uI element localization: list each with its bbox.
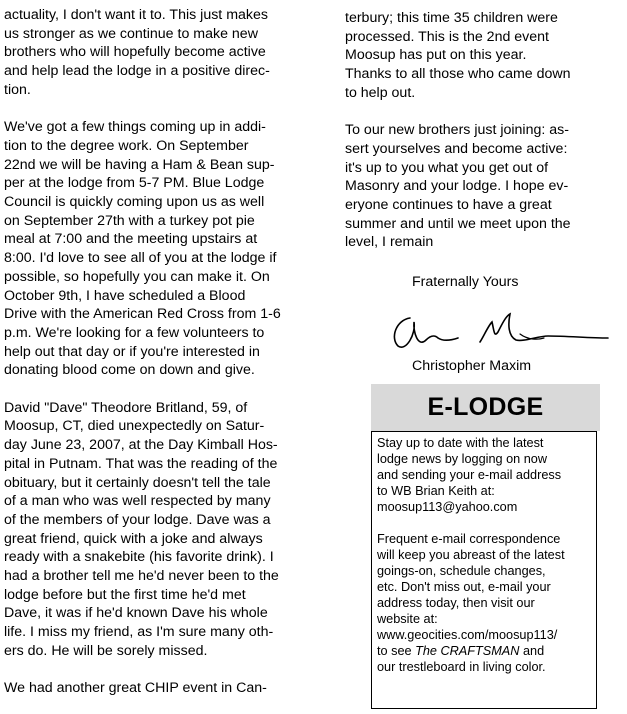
elodge-intro bbox=[377, 435, 592, 515]
text-line: and help lead the lodge in a positive direc- bbox=[4, 63, 270, 80]
text-line: 22nd we will be having a Ham & Bean sup- bbox=[4, 156, 275, 173]
text-line: to help out. bbox=[345, 84, 416, 101]
text-line: obituary, but it certainly doesn't tell the tale bbox=[4, 474, 271, 491]
text-line: level, I remain bbox=[345, 234, 434, 251]
text-line: Moosup has put on this year. bbox=[345, 47, 527, 64]
elodge-box bbox=[371, 431, 597, 709]
text-line: had a brother tell me he'd never been to the bbox=[4, 568, 279, 585]
text-line: help out that day or if you're interested in bbox=[4, 343, 260, 360]
text-line: etc. Don't miss out, e-mail your bbox=[377, 580, 551, 594]
right-column-paragraph bbox=[345, 121, 603, 252]
left-column-paragraph bbox=[4, 679, 322, 698]
text-line: ready with a snakebite (his favorite drink). I bbox=[4, 549, 274, 566]
text-line: Drive with the American Red Cross from 1-6 bbox=[4, 306, 281, 323]
text-line: day June 23, 2007, at the Day Kimball Hos- bbox=[4, 437, 278, 454]
text-line: tion to the degree work. On September bbox=[4, 137, 249, 154]
left-column-paragraph bbox=[4, 399, 322, 661]
text-line: ers do. He will be sorely missed. bbox=[4, 642, 208, 659]
text-line: brothers who will hopefully become active bbox=[4, 44, 266, 61]
text-line: To our new brothers just joining: as- bbox=[345, 122, 569, 139]
text-line: October 9th, I have scheduled a Blood bbox=[4, 287, 246, 304]
text-line: Stay up to date with the latest bbox=[377, 436, 544, 450]
text-line: meal at 7:00 and the meeting upstairs at bbox=[4, 231, 258, 248]
text-line: lodge before but the first time he'd met bbox=[4, 586, 246, 603]
left-column-paragraph bbox=[4, 118, 322, 380]
text-line: of a man who was well respected by many bbox=[4, 493, 271, 510]
newsletter-name: The CRAFTSMAN bbox=[415, 644, 520, 658]
signature-image bbox=[388, 306, 610, 354]
text-line: 8:00. I'd love to see all of you at the lodge if bbox=[4, 250, 277, 267]
text-line: it's up to you what you get out of bbox=[345, 159, 549, 176]
text-line: Frequent e-mail correspondence bbox=[377, 532, 561, 546]
text-line: us stronger as we continue to make new bbox=[4, 25, 258, 42]
text-line: per at the lodge from 5-7 PM. Blue Lodge bbox=[4, 175, 265, 192]
text-line: We've got a few things coming up in addi- bbox=[4, 119, 266, 136]
left-column bbox=[4, 6, 322, 698]
text-line: our trestleboard in living color. bbox=[377, 660, 546, 674]
text-line: donating blood come on down and give. bbox=[4, 362, 255, 379]
text-line: life. I miss my friend, as I'm sure many oth- bbox=[4, 624, 274, 641]
text-line: lodge news by logging on now bbox=[377, 452, 547, 466]
text-line: to see bbox=[377, 644, 416, 658]
text-line: tion. bbox=[4, 81, 31, 98]
right-column bbox=[345, 9, 603, 252]
text-line: processed. This is the 2nd event bbox=[345, 28, 550, 45]
right-column-paragraph bbox=[345, 9, 603, 103]
text-line: Council is quickly coming upon us as well bbox=[4, 194, 265, 211]
text-line: Thanks to all those who came down bbox=[345, 66, 571, 83]
text-line: www.geocities.com/moosup113/ bbox=[377, 628, 558, 642]
text-line: actuality, I don't want it to. This just makes bbox=[4, 7, 268, 23]
text-line: and bbox=[519, 644, 545, 658]
text-line: to WB Brian Keith at: bbox=[377, 484, 495, 498]
elodge-body bbox=[377, 531, 592, 675]
text-line: website at: bbox=[377, 612, 438, 626]
text-line: We had another great CHIP event in Can- bbox=[4, 680, 267, 697]
text-line: and sending your e-mail address bbox=[377, 468, 562, 482]
text-line: Moosup, CT, died unexpectedly on Satur- bbox=[4, 418, 265, 435]
text-line: address today, then visit our bbox=[377, 596, 535, 610]
text-line: great friend, quick with a joke and always bbox=[4, 530, 263, 547]
elodge-header bbox=[371, 384, 600, 431]
elodge-title: E-LODGE bbox=[427, 393, 544, 421]
text-line: p.m. We're looking for a few volunteers to bbox=[4, 324, 265, 341]
text-line: Dave, it was if he'd known Dave his whole bbox=[4, 605, 268, 622]
text-line: possible, so hopefully you can make it. On bbox=[4, 268, 270, 285]
text-line: terbury; this time 35 children were bbox=[345, 10, 558, 26]
text-line: on September 27th with a turkey pot pie bbox=[4, 212, 255, 229]
text-line: pital in Putnam. That was the reading of the bbox=[4, 455, 278, 472]
left-column-paragraph bbox=[4, 6, 322, 100]
text-line: summer and until we meet upon the bbox=[345, 215, 571, 232]
signer-name: Christopher Maxim bbox=[412, 358, 532, 374]
text-line: will keep you abreast of the latest bbox=[377, 548, 565, 562]
closing-salutation: Fraternally Yours bbox=[412, 274, 519, 290]
text-line: eryone continues to have a great bbox=[345, 197, 552, 214]
text-line: goings-on, schedule changes, bbox=[377, 564, 546, 578]
text-line: of the members of your lodge. Dave was a bbox=[4, 511, 271, 528]
text-line: David "Dave" Theodore Britland, 59, of bbox=[4, 399, 248, 416]
text-line: sert yourselves and become active: bbox=[345, 140, 568, 157]
text-line: Masonry and your lodge. I hope ev- bbox=[345, 178, 569, 195]
text-line: moosup113@yahoo.com bbox=[377, 500, 518, 514]
